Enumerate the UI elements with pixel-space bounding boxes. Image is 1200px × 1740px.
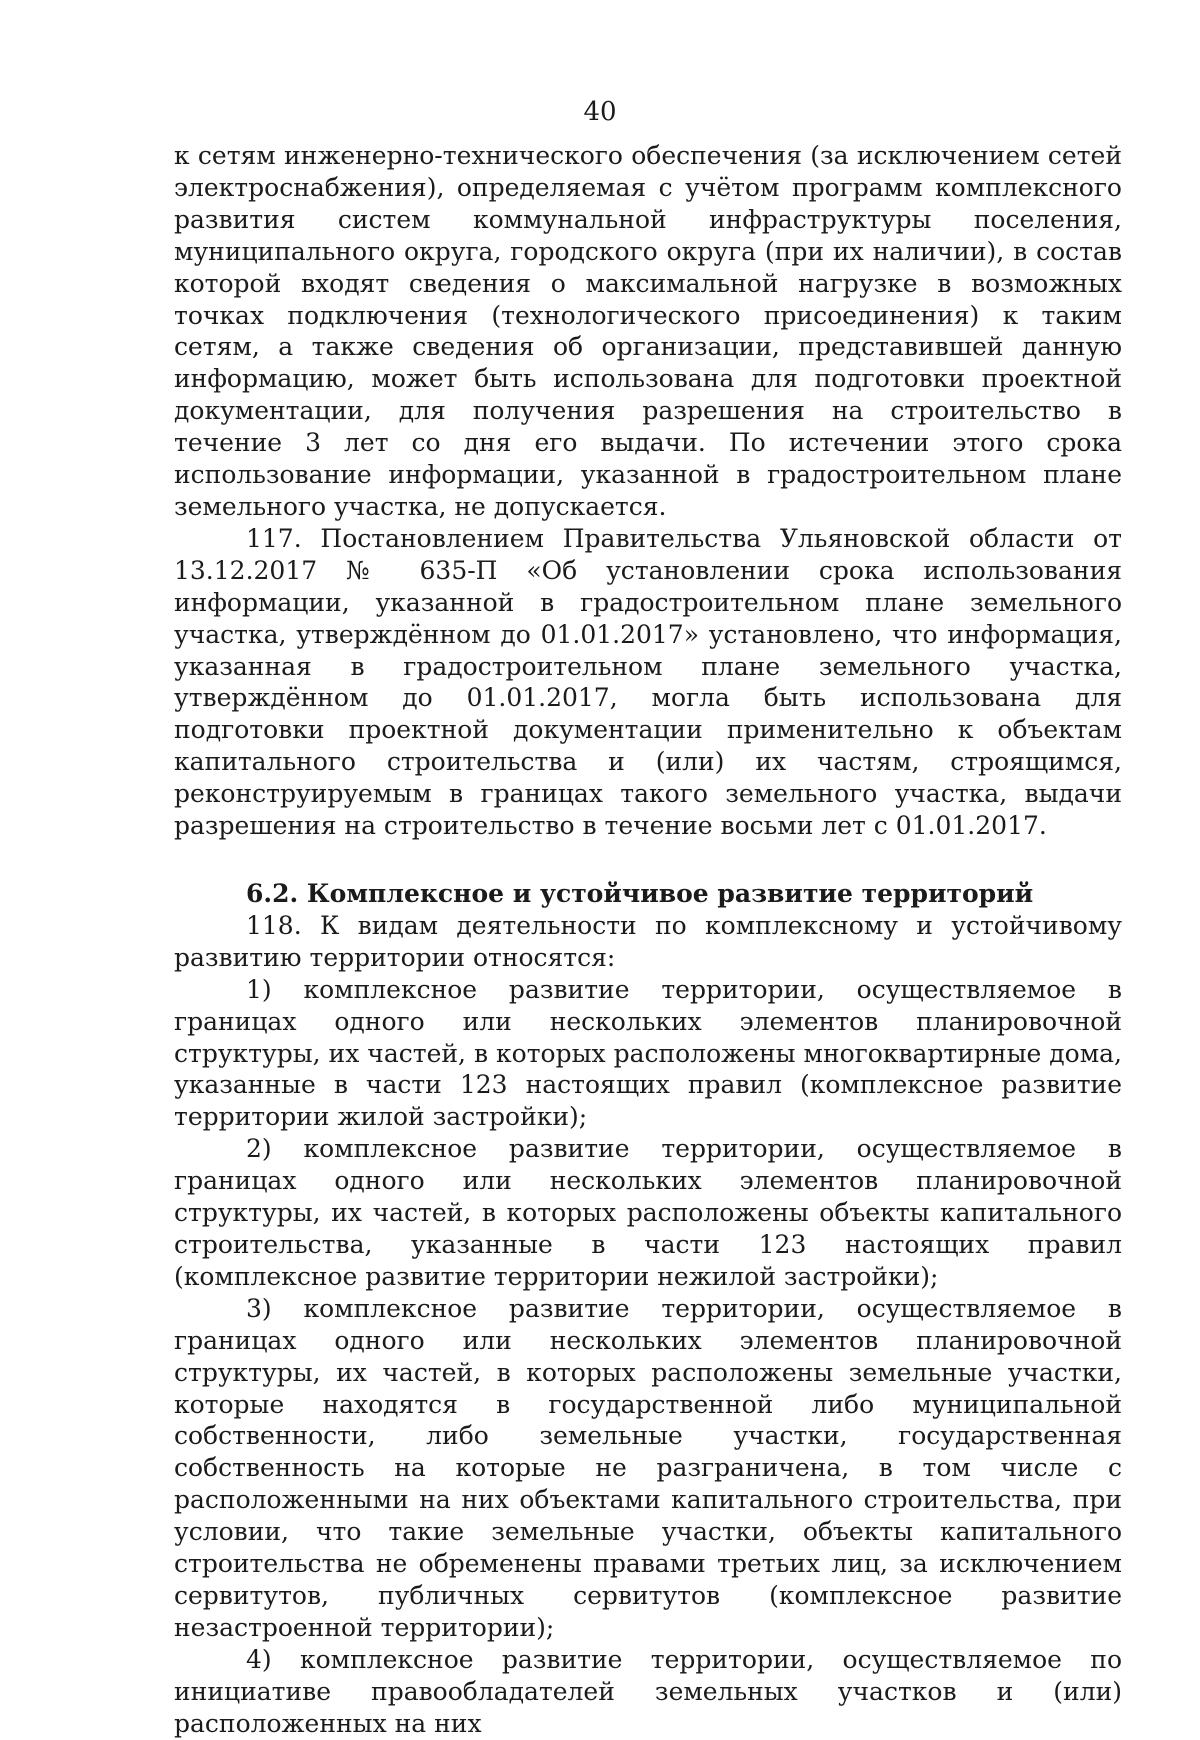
list-item-1: 1) комплексное развитие территории, осуществляемое в границах одного или нескольких элементов планировочной структуры, их частей, в которых расположены многоквартирные дома, указанные в части 123 настоящих правил (комплексное развитие территории жилой застройки);	[174, 974, 1122, 1132]
list-item-3: 3) комплексное развитие территории, осуществляемое в границах одного или нескольких элементов планировочной структуры, их частей, в которых расположены земельные участки, которые находятся в государственной либо муниципальной собственности, либо земельные участки, государственная собственность на которые не разграничена, в том числе с расположенными на них объектами капитального строительства, при условии, что такие земельные участки, объекты капитального строительства не обременены правами третьих лиц, за исключением сервитутов, публичных сервитутов (комплексное развитие незастроенной территории);	[174, 1293, 1122, 1642]
page-number: 40	[583, 97, 617, 127]
paragraph-continuation: к сетям инженерно-технического обеспечения (за исключением сетей электроснабжения), определяемая с учётом программ комплексного развития систем коммунальной инфраструктуры поселения, муниципального округа, городского округа (при их наличии), в состав которой входят сведения о максимальной нагрузке в возможных точках подключения (технологического присоединения) к таким сетям, а также сведения об организации, представившей данную информацию, может быть использована для подготовки проектной документации, для получения разрешения на строительство в течение 3 лет со дня его выдачи. По истечении этого срока использование информации, указанной в градостроительном плане земельного участка, не допускается.	[174, 141, 1122, 521]
list-item-4: 4) комплексное развитие территории, осуществляемое по инициативе правообладателей земельных участков и (или) расположенных на них	[174, 1644, 1122, 1738]
paragraph-118: 118. К видам деятельности по комплексному и устойчивому развитию территории относятся:	[174, 910, 1122, 972]
document-body	[174, 140, 1122, 1740]
list-item-2: 2) комплексное развитие территории, осуществляемое в границах одного или нескольких элементов планировочной структуры, их частей, в которых расположены объекты капитального строительства, указанные в части 123 настоящих правил (комплексное развитие территории нежилой застройки);	[174, 1134, 1122, 1291]
section-heading: 6.2. Комплексное и устойчивое развитие территорий	[246, 878, 1034, 908]
paragraph-117: 117. Постановлением Правительства Ульяновской области от 13.12.2017 № 635-П «Об установлении срока использования информации, указанной в градостроительном плане земельного участка, утверждённом до 01.01.2017» установлено, что информация, указанная в градостроительном плане земельного участка, утверждённом до 01.01.2017, могла быть использована для подготовки проектной документации применительно к объектам капитального строительства и (или) их частям, строящимся, реконструируемым в границах такого земельного участка, выдачи разрешения на строительство в течение восьми лет с 01.01.2017.	[174, 523, 1122, 841]
